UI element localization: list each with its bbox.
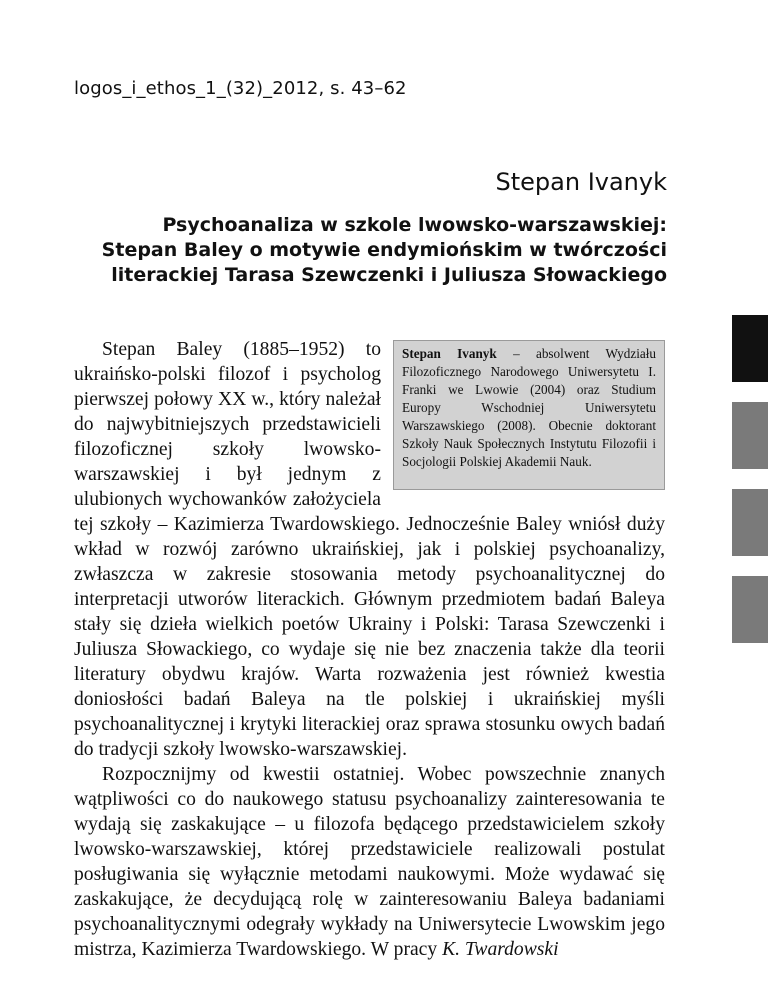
section-tab-4 [732, 576, 768, 643]
paragraph-2-italic: K. Twardowski [442, 939, 559, 960]
title-line-3: literackiej Tarasa Szewczenki i Juliusza Słowackiego [111, 264, 667, 286]
paragraph-2-text: Rozpocznijmy od kwestii ostatniej. Wobec powszechnie znanych wątpliwości co do naukowego statusu psychoanalizy zainteresowania te wydają się zaskakujące – u filozofa będącego przedstawicielem szkoły lwowsko-warszawskiej, której przedstawiciele realizowali postulat posługiwania się wyłącznie metodami naukowymi. Może wydawać się zaskakujące, że decydującą rolę w zainteresowaniu Baleya badaniami psychoanalitycznymi odegrały wykłady na Uniwersytecie Lwowskim jego mistrza, Kazimierza Twardowskiego. W pracy [74, 764, 665, 960]
bio-text: – absolwent Wydziału Filozoficznego Narodowego Uniwersytetu I. Franki we Lwowie (2004) oraz Studium Europy Wschodniej Uniwersytetu Warszawskiego (2008). Obecnie doktorant Szkoły Nauk Społecznych Instytutu Filozofii i Socjologii Polskiej Akademii Nauk. [402, 346, 656, 469]
title-line-1: Psychoanaliza w szkole lwowsko-warszawskiej: [162, 214, 667, 236]
section-tab-3 [732, 489, 768, 556]
paragraph-1: Stepan Baley (1885–1952) to ukraińsko-polski filozof i psycholog pierwszej połowy XX w., który należał do najwybitniejszych przedstawicieli filozoficznej szkoły lwowsko-warszawskiej i był jednym z ulubionych wychowanków założyciela tej szkoły – Kazimierza Twardowskiego. Jednocześnie Baley wniósł duży wkład w rozwój zarówno ukraińskiej, jak i polskiej psychoanalizy, zwłaszcza w zakresie stosowania metody psychoanalitycznej do interpretacji utworów literackich. Głównym przedmiotem badań Baleya stały się dzieła wielkich poetów Ukrainy i Polski: Tarasa Szewczenki i Juliusza Słowackiego, co wydaje się nie bez znaczenia także dla teorii literatury obydwu krajów. Warta rozważenia jest również kwestia doniosłości badań Baleya na tle polskiej i ukraińskiej myśli psychoanalitycznej i krytyki literackiej oraz sprawa stosunku owych badań do tradycji szkoły lwowsko-warszawskiej. [74, 339, 665, 760]
article-title [47, 213, 667, 288]
journal-citation: logos_i_ethos_1_(32)_2012, s. 43–62 [74, 78, 407, 99]
paragraph-2 [74, 762, 665, 962]
bio-name: Stepan Ivanyk [402, 346, 497, 361]
article-body [74, 337, 665, 962]
section-tab-1 [732, 315, 768, 382]
section-tab-2 [732, 402, 768, 469]
title-line-2: Stepan Baley o motywie endymiońskim w twórczości [101, 239, 667, 261]
author-bio-box [393, 340, 665, 490]
article-author: Stepan Ivanyk [495, 168, 667, 196]
